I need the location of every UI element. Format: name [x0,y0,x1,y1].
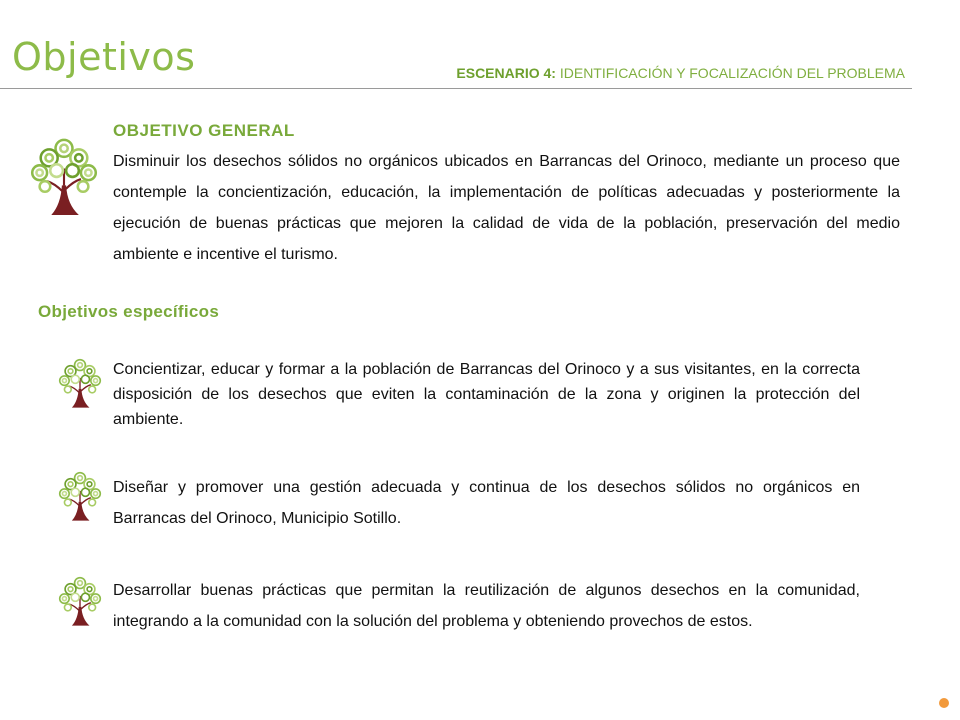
specific-objective-item: Desarrollar buenas prácticas que permitan la reutilización de algunos desechos en la comunidad, integrando a la comunidad con la solución del problema y obteniendo provechos de estos. [113,582,860,630]
swirl-tree-icon [57,354,103,414]
swirl-tree-icon [28,128,100,228]
swirl-tree-icon [57,572,103,632]
scenario-text: IDENTIFICACIÓN Y FOCALIZACIÓN DEL PROBLEMA [555,65,905,81]
page-title: Objetivos [12,35,196,79]
scenario-label: ESCENARIO 4: [456,65,556,81]
general-objective-heading: OBJETIVO GENERAL [113,121,295,140]
swirl-tree-icon [57,467,103,527]
general-objective-text: Disminuir los desechos sólidos no orgánicos ubicados en Barrancas del Orinoco, mediante un proceso que contemple la concientización, educación, la implementación de políticas adecuadas y posteriormente la ejecución de buenas prácticas que mejoren la calidad de vida de la población, preservación del medio ambiente e incentive el turismo. [113,153,900,263]
specific-objective-item: Diseñar y promover una gestión adecuada y continua de los desechos sólidos no orgánicos en Barrancas del Orinoco, Municipio Sotillo. [113,479,860,527]
specific-objective-item: Concientizar, educar y formar a la población de Barrancas del Orinoco y a sus visitantes, en la correcta disposición de los desechos que eviten la contaminación de la zona y originen la protección del ambiente. [113,361,860,428]
specific-objectives-heading: Objetivos específicos [38,302,220,321]
orange-dot [939,698,949,708]
scenario-subtitle [456,65,905,81]
header-divider [0,88,912,89]
